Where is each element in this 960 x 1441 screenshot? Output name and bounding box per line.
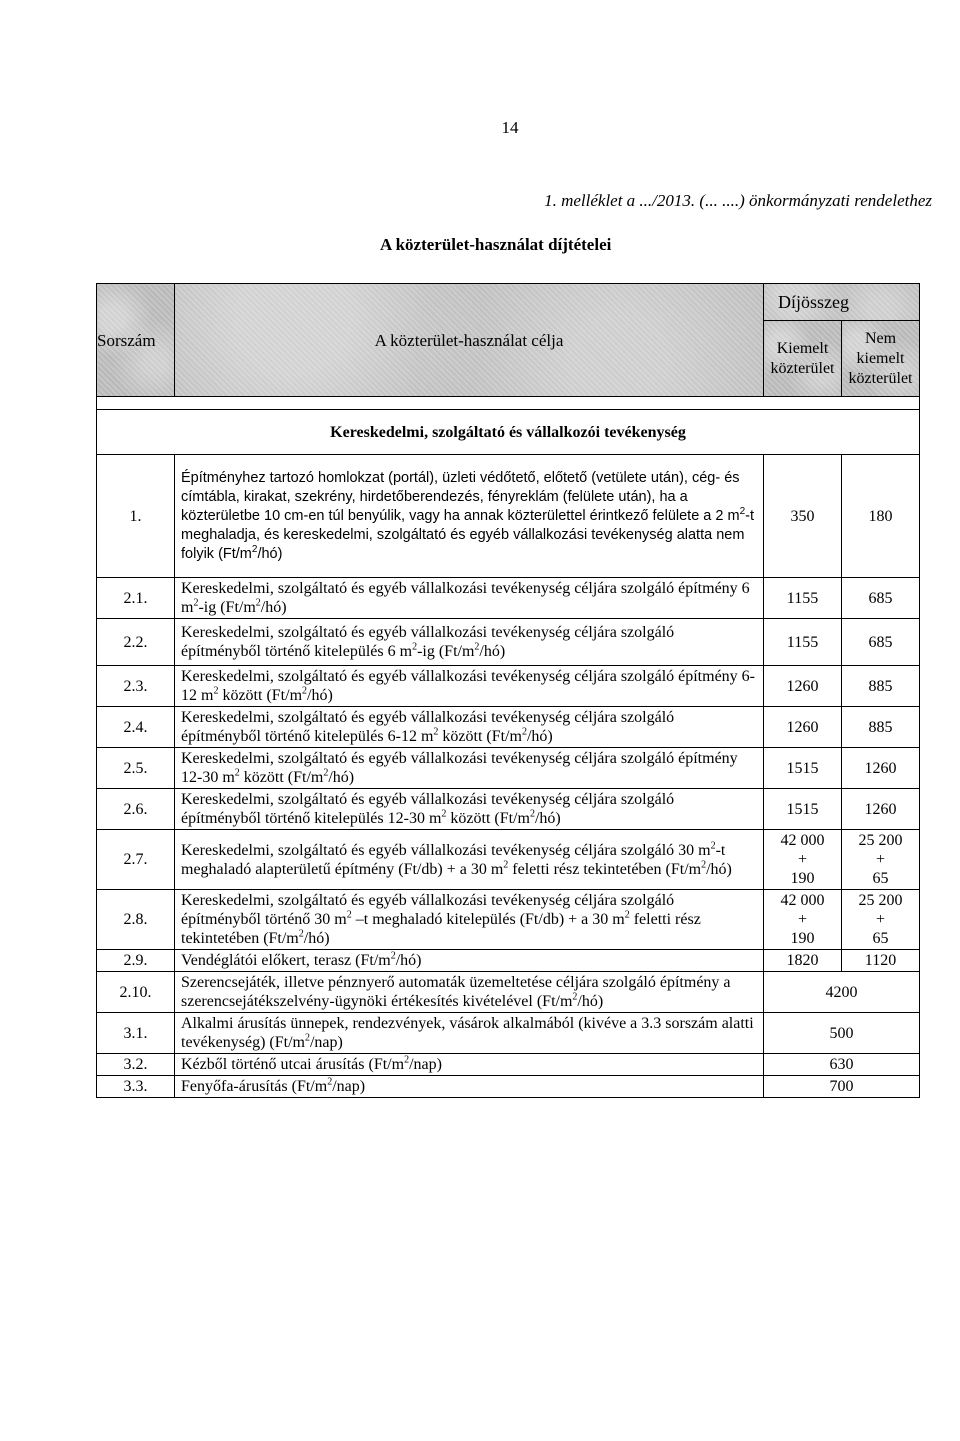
- row-fee-non-highlighted: 1120: [842, 950, 920, 972]
- table-row: [97, 619, 920, 666]
- row-fee-highlighted: 1260: [764, 666, 842, 707]
- row-fee-highlighted: 1820: [764, 950, 842, 972]
- table-row: [97, 1013, 920, 1054]
- row-fee-combined: 630: [764, 1054, 920, 1076]
- row-description: Kereskedelmi, szolgáltató és egyéb vállalkozási tevékenység céljára szolgáló építményből történő kitelepülés 6 $m^2-ig$ $(Ft/m^2/hó)$: [175, 619, 764, 666]
- table-row: [97, 1076, 920, 1098]
- row-description: Kereskedelmi, szolgáltató és egyéb vállalkozási tevékenység céljára szolgáló építményből történő 30 $m^2$ –t meghaladó kitelepülés (Ft/db) + a 30 $m^2$ feletti rész tekintetében $(Ft/m^2/hó)$: [175, 890, 764, 950]
- row-number: 2.1.: [97, 578, 175, 619]
- row-fee-highlighted: 1155: [764, 578, 842, 619]
- row-number: 3.1.: [97, 1013, 175, 1054]
- header-fee-amount: Díjösszeg: [764, 284, 920, 321]
- row-fee-non-highlighted: 685: [842, 619, 920, 666]
- row-number: 2.5.: [97, 748, 175, 789]
- fee-rows: [97, 455, 920, 1098]
- row-number: 2.3.: [97, 666, 175, 707]
- row-fee-combined: 500: [764, 1013, 920, 1054]
- row-description: Vendéglátói előkert, terasz $(Ft/m^2/hó)$: [175, 950, 764, 972]
- document-title: A közterület-használat díjtételei: [380, 235, 612, 254]
- table-header-row: [97, 284, 920, 321]
- row-description: Kereskedelmi, szolgáltató és egyéb vállalkozási tevékenység céljára szolgáló építmény 6-12 $m^2$ között $(Ft/m^2/hó)$: [175, 666, 764, 707]
- row-fee-combined: 700: [764, 1076, 920, 1098]
- table-row: [97, 1054, 920, 1076]
- table-row: [97, 789, 920, 830]
- table-row: [97, 950, 920, 972]
- row-number: 2.9.: [97, 950, 175, 972]
- row-fee-non-highlighted: 25 200 + 65: [842, 830, 920, 890]
- row-description: Szerencsejáték, illetve pénznyerő automaták üzemeltetése céljára szolgáló építmény a szerencsejátékszelvény-ügynöki értékesítés kivételével $(Ft/m^2/hó)$: [175, 972, 764, 1013]
- annex-subtitle: 1. melléklet a .../2013. (... ....) önkormányzati rendelethez: [544, 191, 932, 210]
- header-gap: [97, 397, 920, 410]
- row-description: Kereskedelmi, szolgáltató és egyéb vállalkozási tevékenység céljára szolgáló építmény 12-30 $m^2$ között $(Ft/m^2/hó)$: [175, 748, 764, 789]
- header-highlighted-area: Kiemelt közterület: [764, 321, 842, 397]
- row-description: Kézből történő utcai árusítás $(Ft/m^2/nap)$: [175, 1054, 764, 1076]
- table-row: [97, 707, 920, 748]
- row-fee-non-highlighted: 180: [842, 455, 920, 578]
- row-fee-highlighted: 42 000 + 190: [764, 890, 842, 950]
- row-description: Alkalmi árusítás ünnepek, rendezvények, vásárok alkalmából (kivéve a 3.3 sorszám alatti tevékenység) $(Ft/m^2/nap)$: [175, 1013, 764, 1054]
- table-row: [97, 666, 920, 707]
- row-fee-highlighted: 1515: [764, 748, 842, 789]
- row-fee-highlighted: 350: [764, 455, 842, 578]
- header-non-highlighted-area: Nem kiemelt közterület: [842, 321, 920, 397]
- section-row: [97, 410, 920, 455]
- section-title: Kereskedelmi, szolgáltató és vállalkozói tevékenység: [97, 410, 920, 455]
- row-fee-non-highlighted: 25 200 + 65: [842, 890, 920, 950]
- row-description: Kereskedelmi, szolgáltató és egyéb vállalkozási tevékenység céljára szolgáló építményből történő kitelepülés 12-30 $m^2$ között $(Ft/m^2/hó)$: [175, 789, 764, 830]
- row-fee-non-highlighted: 1260: [842, 789, 920, 830]
- header-purpose: A közterület-használat célja: [175, 284, 764, 397]
- row-fee-highlighted: 1260: [764, 707, 842, 748]
- row-number: 2.4.: [97, 707, 175, 748]
- row-fee-non-highlighted: 885: [842, 666, 920, 707]
- row-number: 3.3.: [97, 1076, 175, 1098]
- table-row: [97, 455, 920, 578]
- header-sorszam: Sorszám: [97, 284, 175, 397]
- row-number: 2.2.: [97, 619, 175, 666]
- row-description: Kereskedelmi, szolgáltató és egyéb vállalkozási tevékenység céljára szolgáló építményből történő kitelepülés 6-12 $m^2$ között $(Ft/m^2/hó)$: [175, 707, 764, 748]
- row-number: 2.8.: [97, 890, 175, 950]
- row-number: 1.: [97, 455, 175, 578]
- table-row: [97, 578, 920, 619]
- row-fee-combined: 4200: [764, 972, 920, 1013]
- row-number: 3.2.: [97, 1054, 175, 1076]
- row-number: 2.7.: [97, 830, 175, 890]
- page-number: 14: [501, 118, 519, 137]
- row-fee-highlighted: 1155: [764, 619, 842, 666]
- row-fee-non-highlighted: 885: [842, 707, 920, 748]
- fee-table: [96, 283, 920, 1098]
- row-number: 2.6.: [97, 789, 175, 830]
- row-fee-highlighted: 1515: [764, 789, 842, 830]
- row-number: 2.10.: [97, 972, 175, 1013]
- row-fee-highlighted: 42 000 + 190: [764, 830, 842, 890]
- row-description: Kereskedelmi, szolgáltató és egyéb vállalkozási tevékenység céljára szolgáló 30 $m^2-t$ meghaladó alapterületű építmény (Ft/db) + a 30 $m^2$ feletti rész tekintetében $(Ft/m^2/hó)$: [175, 830, 764, 890]
- row-fee-non-highlighted: 685: [842, 578, 920, 619]
- table-row: [97, 748, 920, 789]
- table-row: [97, 830, 920, 890]
- row-description: Építményhez tartozó homlokzat (portál), üzleti védőtető, előtető (vetülete után), cég- és címtábla, kirakat, szekrény, hirdetőberendezés, fényreklám (felülete után), ha a közterületbe 10 cm-en túl benyúlik, vagy ha annak közterülettel érintkező felülete a 2 $m^2-t$ meghaladja, és kereskedelmi, szolgáltató és egyéb vállalkozási tevékenység alatta nem folyik $(Ft/m^2/hó)$: [175, 455, 764, 578]
- table-row: [97, 972, 920, 1013]
- row-description: Fenyőfa-árusítás $(Ft/m^2/nap)$: [175, 1076, 764, 1098]
- table-row: [97, 890, 920, 950]
- row-description: Kereskedelmi, szolgáltató és egyéb vállalkozási tevékenység céljára szolgáló építmény 6 $m^2-ig$ $(Ft/m^2/hó)$: [175, 578, 764, 619]
- row-fee-non-highlighted: 1260: [842, 748, 920, 789]
